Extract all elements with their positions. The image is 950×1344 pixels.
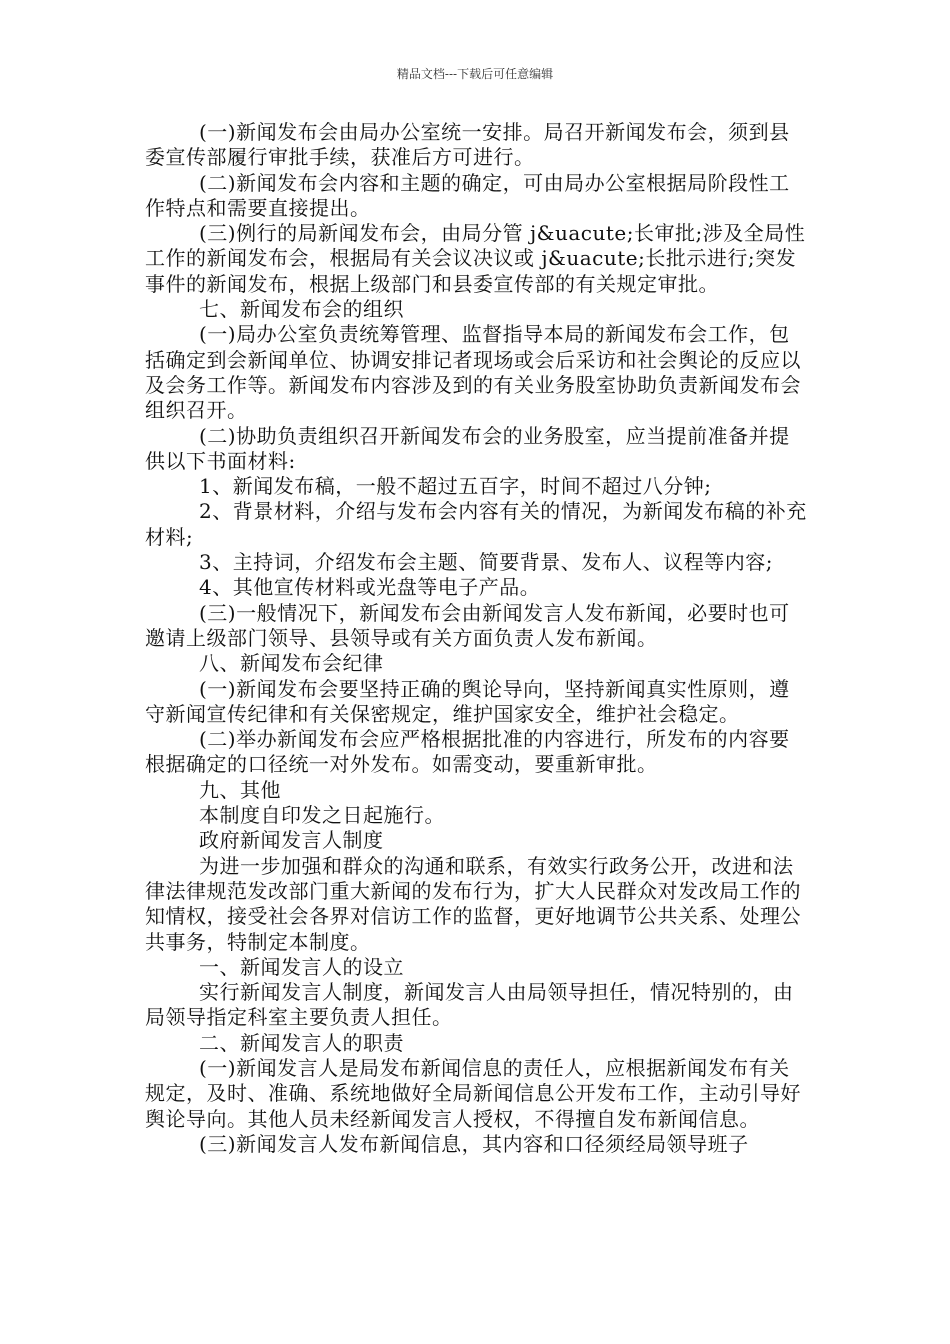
- section-heading: 八、新闻发布会纪律: [199, 651, 384, 676]
- list-item: 4、其他宣传材料或光盘等电子产品。: [199, 575, 541, 600]
- section-heading: 一、新闻发言人的设立: [199, 954, 404, 979]
- paragraph: (二)协助负责组织召开新闻发布会的业务股室，应当提前准备并提供以下书面材料:: [145, 423, 790, 473]
- section-heading: 九、其他: [199, 777, 281, 802]
- paragraph: (三)一般情况下，新闻发布会由新闻发言人发布新闻，必要时也可邀请上级部门领导、县领导或有关方面负责人发布新闻。: [145, 600, 790, 650]
- section-heading: 二、新闻发言人的职责: [199, 1030, 404, 1055]
- paragraph: (一)新闻发言人是局发布新闻信息的责任人，应根据新闻发布有关规定，及时、准确、系统地做好全局新闻信息公开发布工作，主动引导好舆论导向。其他人员未经新闻发言人授权，不得擅自发布新闻信息。: [145, 1055, 801, 1131]
- paragraph: 本制度自印发之日起施行。: [199, 803, 445, 828]
- paragraph: 实行新闻发言人制度，新闻发言人由局领导担任，情况特别的，由局领导指定科室主要负责人担任。: [145, 980, 794, 1030]
- paragraph: (一)局办公室负责统筹管理、监督指导本局的新闻发布会工作，包括确定到会新闻单位、协调安排记者现场或会后采访和社会舆论的反应以及会务工作等。新闻发布内容涉及到的有关业务股室协助负责新闻发布会组织召开。: [145, 322, 801, 423]
- paragraph: (一)新闻发布会要坚持正确的舆论导向，坚持新闻真实性原则，遵守新闻宣传纪律和有关保密规定，维护国家安全，维护社会稳定。: [145, 676, 790, 726]
- section-heading: 七、新闻发布会的组织: [199, 297, 404, 322]
- document-body: [145, 120, 810, 1157]
- paragraph: (三)例行的局新闻发布会，由局分管 j&uacute;长审批;涉及全局性工作的新闻发布会，根据局有关会议决议或 j&uacute;长批示进行;突发事件的新闻发布，根据上级部门和县委宣传部的有关规定审批。: [145, 221, 806, 296]
- page-header: 精品文档---下载后可任意编辑: [396, 67, 554, 81]
- paragraph: (一)新闻发布会由局办公室统一安排。局召开新闻发布会，须到县委宣传部履行审批手续，获准后方可进行。: [145, 120, 790, 170]
- list-item: 1、新闻发布稿，一般不超过五百字，时间不超过八分钟;: [199, 474, 712, 499]
- list-item: 2、背景材料，介绍与发布会内容有关的情况，为新闻发布稿的补充材料;: [145, 499, 807, 549]
- paragraph: 为进一步加强和群众的沟通和联系，有效实行政务公开，改进和法律法律规范发改部门重大新闻的发布行为，扩大人民群众对发改局工作的知情权，接受社会各界对信访工作的监督，更好地调节公共关系、处理公共事务，特制定本制度。: [145, 853, 801, 954]
- paragraph: (二)新闻发布会内容和主题的确定，可由局办公室根据局阶段性工作特点和需要直接提出。: [145, 170, 790, 220]
- list-item: 3、主持词，介绍发布会主题、简要背景、发布人、议程等内容;: [199, 550, 773, 575]
- paragraph: (三)新闻发言人发布新闻信息，其内容和口径须经局领导班子: [199, 1131, 749, 1156]
- document-title: 政府新闻发言人制度: [199, 828, 384, 853]
- paragraph: (二)举办新闻发布会应严格根据批准的内容进行，所发布的内容要根据确定的口径统一对外发布。如需变动，要重新审批。: [145, 727, 790, 777]
